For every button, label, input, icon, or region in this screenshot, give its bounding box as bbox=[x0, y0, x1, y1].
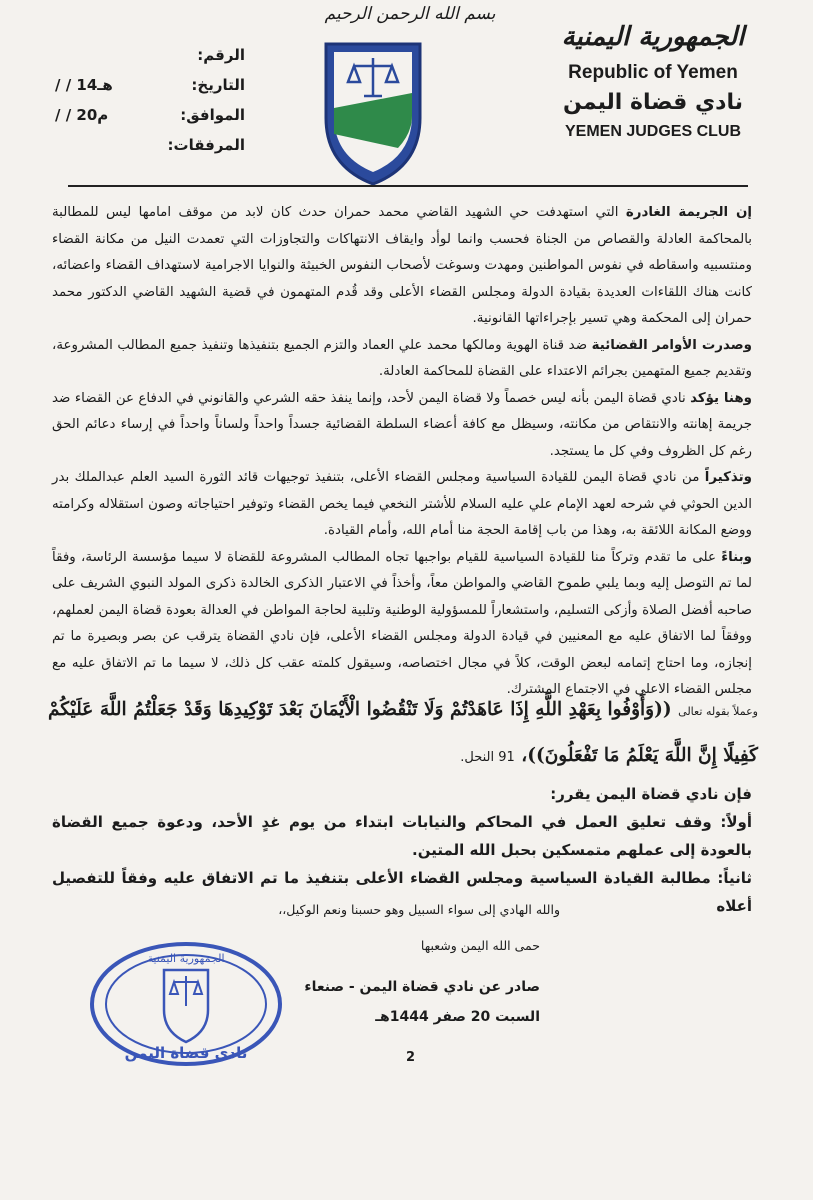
verse-intro: وعملاً بقوله تعالى bbox=[678, 705, 758, 718]
gregorian-date-label: الموافق: bbox=[180, 106, 245, 124]
paragraph-lead: وهنا يؤكد bbox=[690, 390, 752, 406]
issuer-block bbox=[300, 972, 540, 1032]
issuer-name: صادر عن نادي قضاة اليمن - صنعاء bbox=[304, 979, 540, 995]
page-number: 2 bbox=[406, 1050, 416, 1065]
paragraph-crime bbox=[52, 200, 752, 333]
decision-item-1: أولاً: وقف تعليق العمل في المحاكم والنيابات ابتداء من يوم غدٍ الأحد، ودعوة جميع القضاة بالعودة إلى عملهم متمسكين بحبل الله المتين. bbox=[52, 813, 752, 859]
issue-date: السبت 20 صفر 1444هـ bbox=[375, 1009, 540, 1025]
club-english-name: YEMEN JUDGES CLUB bbox=[564, 123, 742, 140]
letter-body bbox=[52, 200, 752, 704]
official-stamp bbox=[88, 940, 284, 1068]
hijri-date-row bbox=[45, 70, 245, 100]
stamp-scales-icon bbox=[170, 976, 202, 1006]
reference-number-label: الرقم: bbox=[197, 46, 245, 64]
stamp-top-text: الجمهورية اليمنية bbox=[147, 952, 225, 965]
paragraph-text: التي استهدفت حي الشهيد القاضي محمد حمران حدث كان لابد من موقف امامها ليس للمطالبة بالمحاكمة العادلة والقصاص من الجناة فحسب وانما لوأد وايقاف الانتهاكات والتجاوزات التي تعمدت النيل من مكانة القضاء ومنتسبيه واسقاطه في نفوس المواطنين ومهدت وسوغت لأصحاب النفوس الخبيثة والنوايا الاجرامية لاستهداف القضاء واعضائه، كانت هناك اللقاءات العديدة بقيادة الدولة ومجلس القضاء الأعلى وقد قُدم المتهمون في قضية الشهيد القاضي الدكتور محمد حمران إلى المحكمة وهي تسير بإجراءاتها القانونية. bbox=[52, 205, 752, 326]
paragraph-lead: وتذكيراً bbox=[704, 470, 752, 485]
gregorian-date-row bbox=[45, 100, 245, 130]
republic-english-title: Republic of Yemen bbox=[568, 62, 738, 83]
letterhead-right bbox=[553, 22, 753, 141]
paragraph-lead: وبناءً bbox=[721, 549, 752, 565]
reference-number-row bbox=[45, 40, 245, 70]
paragraph-lead: وصدرت الأوامر القضائية bbox=[591, 337, 752, 353]
hijri-date-label: التاريخ: bbox=[191, 76, 245, 94]
verse-reference: 91 النحل. bbox=[460, 750, 515, 765]
attachments-label: المرفقات: bbox=[167, 136, 245, 154]
paragraph-text: ضد قناة الهوية ومالكها محمد علي العماد والتزم الجميع بتنفيذها وتنفيذ جميع المطالب المشروعة، وتقديم جميع المتهمين بجرائم الاعتداء على القضاة للمحاكمة العادلة. bbox=[52, 337, 752, 379]
paragraph-lead: إن الجريمة الغادرة bbox=[625, 205, 752, 220]
paragraph-text: على ما تقدم وتركاً منا للقيادة السياسية للقيام بواجبها تجاه المطالب المشروعة للقضاة لا سيما مؤسسة الرئاسة، وفقاً لما تم التوصل إليه وبما يلبي طموح القاضي والمواطن معاً، وأخذاً في الاعتبار الذكرى الخالدة ذكرى المولد النبوي الشريف على صاحبه أفضل الصلاة وأزكى التسليم، واستشعاراً للمسؤولية الوطنية وتلبية لحاجة المواطن في العدالة بعودة قضاة اليمن لعملهم، ووفقاً لما الاتفاق عليه مع المعنيين في قيادة الدولة ومجلس القضاء الأعلى، فإن نادي القضاة يترقب عن بصر وبصيرة ما تم إنجازه، وما احتاج إتمامه لبعض الوقت، كلاً في مجال اختصاصه، وسيقول كلمته عقب كل ذلك، لا سيما ما تم الاتفاق عليه مع مجلس القضاء الاعلى في الاجتماع المشترك. bbox=[52, 549, 752, 697]
closing-line: والله الهادي إلى سواء السبيل وهو حسبنا ونعم الوكيل،، bbox=[278, 902, 560, 917]
paragraph-affirm bbox=[52, 386, 752, 466]
letter-meta-fields bbox=[45, 40, 245, 160]
gregorian-date-value: / / 20م bbox=[55, 106, 109, 124]
stamp-bottom-text: نادي قضاة اليمن bbox=[124, 1044, 248, 1062]
header-divider bbox=[68, 185, 748, 187]
republic-arabic-title: الجمهورية اليمنية bbox=[561, 22, 745, 52]
attachments-row bbox=[45, 130, 245, 160]
paragraph-reminder bbox=[52, 465, 752, 545]
decision-block bbox=[52, 780, 752, 920]
club-logo bbox=[318, 38, 428, 188]
decision-item-2: ثانياً: مطالبة القيادة السياسية ومجلس القضاء الأعلى بتنفيذ ما تم الاتفاق عليه وفقاً للتفصيل أعلاه bbox=[52, 869, 752, 915]
closing-salute: حمى الله اليمن وشعبها bbox=[420, 938, 540, 953]
basmala: بسم الله الرحمن الرحيم bbox=[324, 4, 496, 24]
paragraph-based-on bbox=[52, 545, 752, 704]
verse-text: ((وَأَوْفُوا بِعَهْدِ اللَّهِ إِذَا عَاهَدْتُمْ وَلَا تَنْقُضُوا الْأَيْمَانَ بَعْدَ تَوْكِيدِهَا وَقَدْ جَعَلْتُمُ اللَّهَ عَلَيْكُمْ كَفِيلًا إِنَّ اللَّهَ يَعْلَمُ مَا تَفْعَلُونَ))، bbox=[48, 699, 758, 766]
paragraph-text: من نادي قضاة اليمن للقيادة السياسية ومجلس القضاء الأعلى، بتنفيذ توجيهات قائد الثورة السيد العلم عبدالملك بدر الدين الحوثي في شرحه لعهد الإمام علي عليه السلام للأشتر النخعي فيما يخص القضاء وتوفير احتياجاته وصون استقلاله وكرامته ووضع المكانة اللائقة به، وهذا من باب إقامة الحجة منا أمام الله، وأمام القيادة. bbox=[52, 470, 752, 538]
paragraph-text: نادي قضاة اليمن بأنه ليس خصماً ولا قضاة اليمن لأحد، وإنما ينفذ حقه الشرعي والقانوني في الدفاع عن القضاء ضد جريمة إهانته والانتقاص من مكانته، وسيظل مع كافة أعضاء السلطة القضائية جسداً واحداً ولساناً واحداً في إرساء دعائم الحق رغم كل الظروف وفي كل ما يستجد. bbox=[52, 390, 752, 459]
decision-intro: فإن نادي قضاة اليمن يقرر: bbox=[550, 785, 752, 803]
paragraph-orders bbox=[52, 333, 752, 386]
quran-verse-block bbox=[48, 688, 758, 780]
hijri-date-value: / / 14هـ bbox=[55, 76, 113, 94]
club-arabic-name: نادي قضاة اليمن bbox=[563, 90, 743, 115]
